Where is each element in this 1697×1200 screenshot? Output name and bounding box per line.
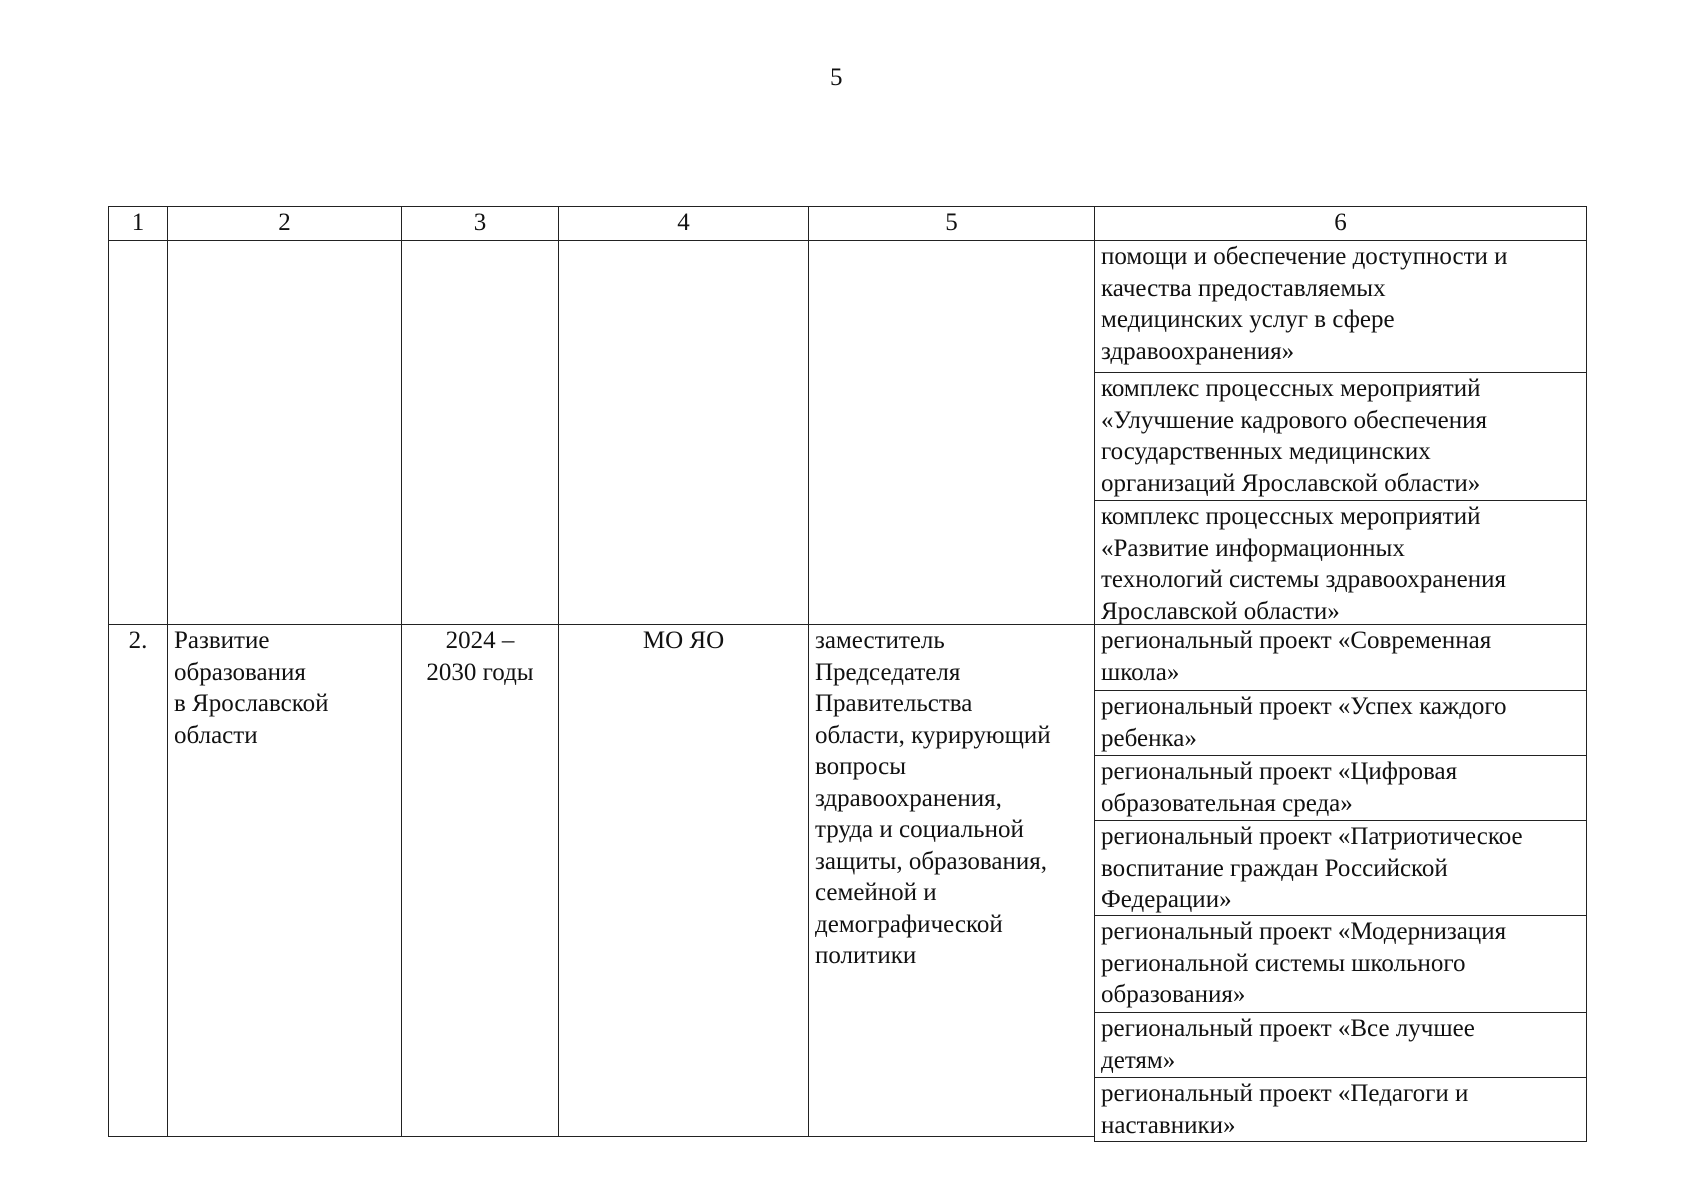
row1-curator-cell xyxy=(808,240,1095,625)
row2-project-1: региональный проект «Современная школа» xyxy=(1094,624,1587,691)
header-col-2: 2 xyxy=(167,206,402,241)
row2-project-3: региональный проект «Цифровая образовательная среда» xyxy=(1094,755,1587,821)
row2-curator: заместитель Председателя Правительства области, курирующий вопросы здравоохранения, труда и социальной защиты, образования, семейной и демографической политики xyxy=(808,624,1095,1137)
row2-project-6: региональный проект «Все лучшее детям» xyxy=(1094,1012,1587,1078)
header-col-5: 5 xyxy=(808,206,1095,241)
row2-project-7: региональный проект «Педагоги и наставники» xyxy=(1094,1077,1587,1142)
row2-project-5: региональный проект «Модернизация региональной системы школьного образования» xyxy=(1094,915,1587,1013)
row1-project-1: помощи и обеспечение доступности и качества предоставляемых медицинских услуг в сфере здравоохранения» xyxy=(1094,240,1587,373)
header-col-3: 3 xyxy=(401,206,559,241)
page-number: 5 xyxy=(830,64,843,91)
row2-project-4: региональный проект «Патриотическое воспитание граждан Российской Федерации» xyxy=(1094,820,1587,916)
row1-org-cell xyxy=(558,240,809,625)
row1-period-cell xyxy=(401,240,559,625)
row2-num: 2. xyxy=(108,624,168,1137)
header-col-1: 1 xyxy=(108,206,168,241)
header-col-6: 6 xyxy=(1094,206,1587,241)
row2-period: 2024 – 2030 годы xyxy=(401,624,559,1137)
row1-name-cell xyxy=(167,240,402,625)
header-col-4: 4 xyxy=(558,206,809,241)
row2-project-2: региональный проект «Успех каждого ребенка» xyxy=(1094,690,1587,756)
row2-org: МО ЯО xyxy=(558,624,809,1137)
row2-name: Развитие образования в Ярославской области xyxy=(167,624,402,1137)
row1-project-2: комплекс процессных мероприятий «Улучшение кадрового обеспечения государственных медицинских организаций Ярославской области» xyxy=(1094,372,1587,501)
row1-num-cell xyxy=(108,240,168,625)
row1-project-3: комплекс процессных мероприятий «Развитие информационных технологий системы здравоохранения Ярославской области» xyxy=(1094,500,1587,625)
